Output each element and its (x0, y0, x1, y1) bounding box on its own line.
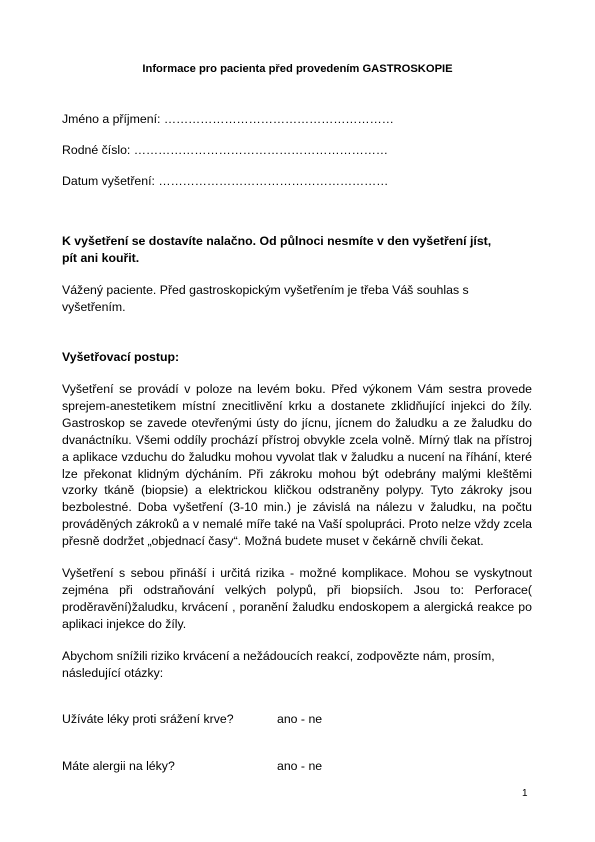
fasting-warning: K vyšetření se dostavíte nalačno. Od půlnoci nesmíte v den vyšetření jíst, pít ani kouřit. (62, 234, 492, 265)
question-text: Užíváte léky proti srážení krve? (62, 712, 234, 726)
page-number: 1 (522, 788, 528, 799)
birth-number-field (62, 142, 388, 159)
exam-date-field-label: Datum vyšetření: (62, 174, 159, 188)
document-title: Informace pro pacienta před provedením GASTROSKOPIE (142, 63, 453, 75)
intro-paragraph: Vážený paciente. Před gastroskopickým vyšetřením je třeba Váš souhlas s vyšetřením. (62, 283, 469, 314)
birth-number-field-label: Rodné číslo: (62, 143, 134, 157)
risks-paragraph: Vyšetření s sebou přináší i určitá rizika - možné komplikace. Mohou se vyskytnout zejména při odstraňování velkých polypů, při biopsiích. Jsou to: Perforace( proděravění)žaludku, krvácení , poranění žaludku endoskopem a alergická reakce po aplikaci injekce do žíly. (62, 566, 532, 631)
question-answer-options[interactable]: ano - ne (277, 759, 323, 773)
question-answer-options[interactable]: ano - ne (277, 712, 323, 726)
name-field-label: Jméno a příjmení: (62, 112, 164, 126)
exam-date-field-dots: ………………………………………………… (158, 174, 389, 188)
exam-date-field (62, 173, 388, 190)
name-field-dots: ………………………………………………… (163, 112, 394, 126)
questions-intro: Abychom snížili riziko krvácení a nežádoucích reakcí, zodpovězte nám, prosím, následující otázky: (62, 649, 495, 680)
birth-number-field-dots: ……………………………………………………… (133, 143, 388, 157)
name-field (62, 111, 394, 128)
section-heading: Vyšetřovací postup: (62, 350, 180, 364)
question-text: Máte alergii na léky? (62, 759, 175, 773)
procedure-paragraph: Vyšetření se provádí v poloze na levém boku. Před výkonem Vám sestra provede sprejem-anestetikem místní znecitlivění krku a dostanete zklidňující injekci do žíly. Gastroskop se zavede otevřenými ústy do jícnu, jícnem do žaludku a ze žaludku do dvanáctníku. Všemi oddíly prochází přístroj obvykle zcela volně. Mírný tlak na přístroj a aplikace vzduchu do žaludku mohou vyvolat tlak v žaludku a nucení na říhání, které lze překonat klidným dýcháním. Při zákroku mohou být odebrány malými kleštěmi vzorky tkáně (biopsie) a elektrickou kličkou odstraněny polypy. Tyto zákroky jsou bezbolestné. Doba vyšetření (3-10 min.) je závislá na nálezu v žaludku, na počtu prováděných zákroků a v nemalé míře také na Vaší spolupráci. Proto nelze vždy zcela přesně dodržet „objednací časy“. Možná budete muset v čekárně chvíli čekat. (62, 382, 532, 549)
